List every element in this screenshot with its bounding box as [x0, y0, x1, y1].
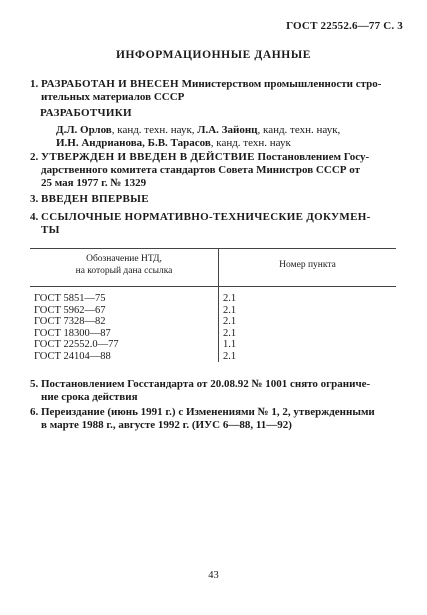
cell-point: 1.1: [223, 339, 237, 350]
item-text: Постановлением Госу-: [254, 151, 370, 163]
item-text: ВВЕДЕН ВПЕРВЫЕ: [41, 193, 149, 205]
table-row: [30, 305, 396, 317]
cell-point: 2.1: [223, 350, 237, 362]
developers-label: РАЗРАБОТЧИКИ: [40, 107, 132, 119]
cell-point: 2.1: [223, 304, 237, 316]
item-text: Постановлением Госстандарта от 20.08.92 № 1001 снято ограниче-: [41, 378, 371, 390]
item-text: Министерством промышленности стро-: [178, 78, 382, 90]
table-row: [30, 339, 396, 351]
item-text: в марте 1988 г., августе 1992 г. (ИУС 6—88, 11—92): [41, 419, 292, 431]
column-header-document: Обозначение НТД, на который дана ссылка: [30, 249, 219, 287]
developer-name: Д.Л. Орлов: [56, 124, 112, 136]
document-header: ГОСТ 22552.6—77 С. 3: [286, 20, 403, 32]
cell-document: ГОСТ 24104—88: [30, 351, 219, 363]
cell-document: ГОСТ 5851—75: [30, 287, 219, 305]
cell-point: 2.1: [223, 327, 237, 339]
item-2: [30, 151, 402, 190]
cell-document: ГОСТ 22552.0—77: [30, 339, 219, 351]
table-row: [30, 328, 396, 340]
table-row: [30, 316, 396, 328]
item-number: 1.: [30, 78, 39, 90]
item-number: 4.: [30, 211, 39, 223]
item-1: [30, 78, 402, 104]
item-text: ТЫ: [41, 224, 60, 236]
cell-document: ГОСТ 5962—67: [30, 305, 219, 317]
cell-point: 2.1: [223, 293, 237, 304]
cell-document: ГОСТ 7328—82: [30, 316, 219, 328]
item-text: дарственного комитета стандартов Совета Министров СССР от: [41, 164, 360, 176]
table-row: [30, 287, 396, 305]
references-table: [30, 248, 396, 362]
developer-degree: , канд. техн. наук,: [111, 124, 198, 136]
item-number: 2.: [30, 151, 39, 163]
cell-point: 2.1: [223, 316, 237, 327]
item-text: 25 мая 1977 г. № 1329: [41, 177, 147, 189]
item-text: ние срока действия: [41, 391, 138, 403]
item-lead: РАЗРАБОТАН И ВНЕСЕН: [41, 78, 179, 90]
item-4: [30, 211, 402, 237]
developers-list: [56, 124, 406, 150]
item-lead: УТВЕРЖДЕН И ВВЕДЕН В ДЕЙСТВИЕ: [41, 151, 255, 163]
cell-document: ГОСТ 18300—87: [30, 328, 219, 340]
page-title: ИНФОРМАЦИОННЫЕ ДАННЫЕ: [115, 49, 312, 61]
item-text: Переиздание (июнь 1991 г.) с Изменениями № 1, 2, утвержденными: [41, 406, 375, 418]
developer-name: И.Н. Андрианова, Б.В. Тарасов: [56, 137, 211, 149]
developer-name: Л.А. Зайонц: [197, 124, 258, 136]
column-header-point: Номер пункта: [219, 249, 397, 287]
item-number: 6.: [30, 406, 39, 418]
item-3: [30, 193, 402, 206]
item-6: [30, 406, 402, 432]
item-text: ССЫЛОЧНЫЕ НОРМАТИВНО-ТЕХНИЧЕСКИЕ ДОКУМЕН-: [41, 211, 371, 223]
developer-degree: , канд. техн. наук: [210, 137, 291, 149]
item-5: [30, 378, 402, 404]
item-text: ительных материалов СССР: [41, 91, 185, 103]
developer-degree: , канд. техн. наук,: [257, 124, 341, 136]
item-number: 3.: [30, 193, 39, 205]
page-number: 43: [208, 570, 219, 581]
item-number: 5.: [30, 378, 39, 390]
table-row: [30, 351, 396, 363]
